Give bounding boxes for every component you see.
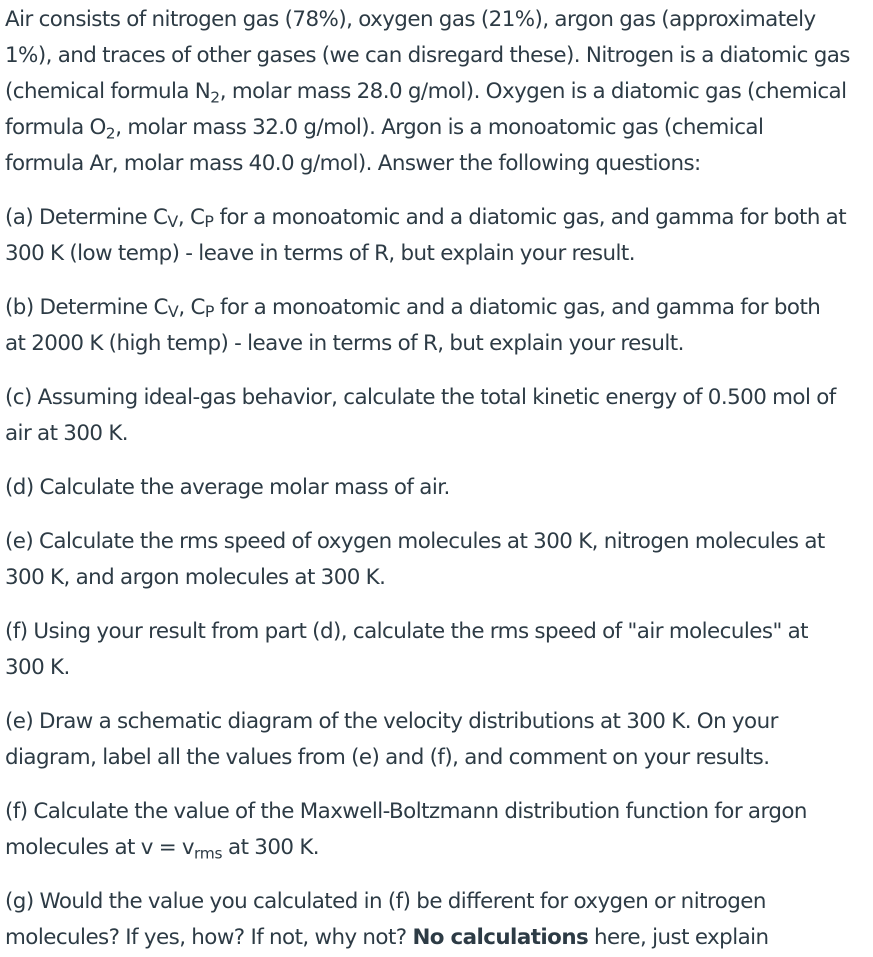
intro-paragraph — [5, 2, 850, 182]
question-a — [5, 200, 846, 272]
question-f-air — [5, 614, 808, 686]
question-c-line-2: air at 300 K. — [5, 421, 129, 446]
question-e-rms — [5, 524, 825, 596]
cp-subscript: P — [204, 211, 214, 231]
cp-subscript: P — [204, 301, 215, 321]
question-a-text-b: , C — [177, 205, 205, 230]
intro-line-4-text-b: , molar mass 32.0 g/mol). Argon is a monoatomic gas (chemical — [115, 115, 764, 140]
question-f-maxwell-text-b: at 300 K. — [222, 835, 320, 860]
nitrogen-subscript: 2 — [210, 88, 220, 107]
question-c — [5, 380, 836, 452]
question-f-maxwell-line-1: (f) Calculate the value of the Maxwell-Boltzmann distribution function for argon — [5, 799, 807, 824]
question-d-line-1: (d) Calculate the average molar mass of air. — [5, 475, 450, 500]
oxygen-subscript: 2 — [105, 124, 116, 143]
question-f-air-line-2: 300 K. — [5, 655, 70, 680]
intro-line-4 — [5, 110, 850, 146]
question-d — [5, 470, 450, 506]
question-b-text-c: for a monoatomic and a diatomic gas, and gamma for both — [214, 295, 821, 320]
question-b — [5, 290, 820, 362]
no-calculations-emphasis: No calculations — [412, 925, 589, 950]
question-c-line-1: (c) Assuming ideal-gas behavior, calculate the total kinetic energy of 0.500 mol of — [5, 385, 836, 410]
question-b-line-2: at 2000 K (high temp) - leave in terms of R, but explain your result. — [5, 331, 684, 356]
question-f-air-line-1: (f) Using your result from part (d), calculate the rms speed of "air molecules" at — [5, 619, 809, 644]
question-b-text-a: (b) Determine C — [5, 295, 168, 320]
vrms-subscript: rms — [194, 844, 223, 863]
question-b-line-1 — [5, 290, 820, 326]
intro-line-3 — [5, 74, 850, 110]
question-a-text-c: for a monoatomic and a diatomic gas, and gamma for both at — [213, 205, 847, 230]
question-e-diagram-line-1: (e) Draw a schematic diagram of the velocity distributions at 300 K. On your — [5, 709, 778, 734]
question-a-line-2: 300 K (low temp) - leave in terms of R, but explain your result. — [5, 241, 636, 266]
question-f-maxwell-line-2 — [5, 830, 807, 866]
intro-line-4-text-a: formula O — [5, 115, 106, 140]
question-e-diagram-line-2: diagram, label all the values from (e) and (f), and comment on your results. — [5, 745, 770, 770]
question-g-text-b: here, just explain — [588, 925, 769, 950]
question-f-maxwell-text-a: molecules at v = v — [5, 835, 195, 860]
intro-line-3-text-a: (chemical formula N — [5, 79, 211, 104]
cv-subscript: V — [167, 301, 179, 321]
question-e-diagram — [5, 704, 778, 776]
intro-line-2: 1%), and traces of other gases (we can disregard these). Nitrogen is a diatomic gas — [5, 43, 850, 68]
question-a-line-1 — [5, 200, 846, 236]
intro-line-5: formula Ar, molar mass 40.0 g/mol). Answer the following questions: — [5, 151, 701, 176]
intro-line-3-text-b: , molar mass 28.0 g/mol). Oxygen is a diatomic gas (chemical — [219, 79, 847, 104]
question-g-line-1: (g) Would the value you calculated in (f) be different for oxygen or nitrogen — [5, 889, 766, 914]
question-a-text-a: (a) Determine C — [5, 205, 168, 230]
question-e-rms-line-2: 300 K, and argon molecules at 300 K. — [5, 565, 386, 590]
question-g-line-2 — [5, 920, 769, 956]
cv-subscript: V — [167, 211, 178, 231]
intro-line-1: Air consists of nitrogen gas (78%), oxygen gas (21%), argon gas (approximately — [5, 7, 816, 32]
question-g — [5, 884, 769, 956]
question-b-text-b: , C — [178, 295, 205, 320]
question-e-rms-line-1: (e) Calculate the rms speed of oxygen molecules at 300 K, nitrogen molecules at — [5, 529, 825, 554]
question-g-text-a: molecules? If yes, how? If not, why not? — [5, 925, 413, 950]
question-f-maxwell — [5, 794, 807, 866]
